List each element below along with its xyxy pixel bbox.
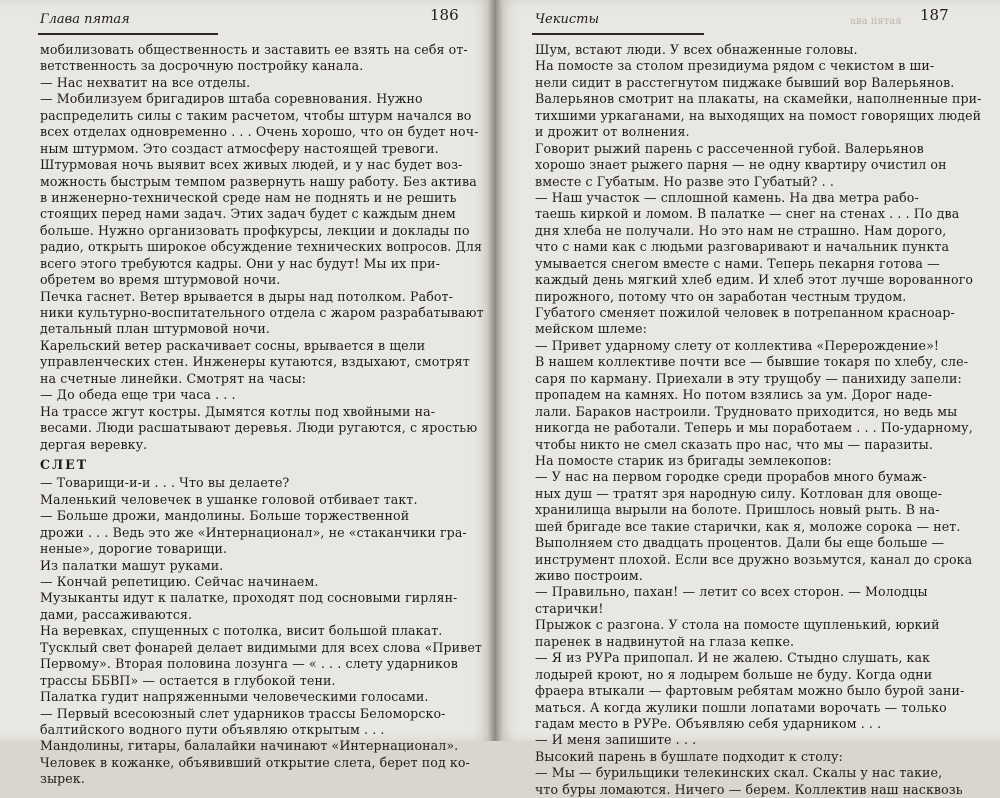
text-line: Говорит рыжий парень с рассеченной губой. Валерьянов bbox=[535, 140, 924, 156]
text-line: всех отделах одновременно . . . Очень хорошо, что он будет ноч- bbox=[40, 124, 479, 140]
text-line: на счетные линейки. Смотрят на часы: bbox=[40, 370, 307, 386]
text-line: никогда не работали. Теперь и мы поработаем . . . По-ударному, bbox=[535, 420, 973, 436]
text-line: На помосте за столом президиума рядом с чекистом в ши- bbox=[535, 58, 935, 74]
text-line: пирожного, потому что он заработан честным трудом. bbox=[535, 288, 907, 304]
book-gutter bbox=[488, 0, 502, 741]
text-line: ветственность за досрочную постройку канала. bbox=[40, 58, 364, 74]
right-page-number: 187 bbox=[920, 6, 949, 24]
text-line: — И меня запишите . . . bbox=[535, 732, 697, 748]
text-line: лодырей кроют, но я лодырем больше не буду. Когда одни bbox=[535, 666, 933, 682]
text-line: На помосте старик из бригады землекопов: bbox=[535, 452, 832, 468]
left-paragraph-lines bbox=[40, 42, 484, 453]
text-line: Высокий парень в бушлате подходит к столу: bbox=[535, 748, 843, 764]
text-line: — До обеда еще три часа . . . bbox=[40, 387, 236, 403]
text-line: балтийского водного пути объявляю открытым . . . bbox=[40, 721, 385, 737]
text-line: дами, рассаживаются. bbox=[40, 606, 193, 622]
text-line: вместе с Губатым. Но разве это Губатый? . . bbox=[535, 173, 834, 189]
text-line: и дрожит от волнения. bbox=[535, 124, 690, 140]
text-line: — Мы — бурильщики телекинских скал. Скалы у нас такие, bbox=[535, 765, 943, 781]
text-line: — Мобилизуем бригадиров штаба соревнования. Нужно bbox=[40, 91, 423, 107]
left-page bbox=[0, 0, 495, 787]
text-line: можность быстрым темпом развернуть нашу работу. Без актива bbox=[40, 173, 477, 189]
text-line: В нашем коллективе почти все — бывшие токаря по хлебу, сле- bbox=[535, 354, 969, 370]
text-line: Выполняем сто двадцать процентов. Дали бы еще больше — bbox=[535, 535, 945, 551]
text-line: неные», дорогие товарищи. bbox=[40, 541, 228, 557]
section-title: СЛЕТ bbox=[40, 456, 89, 472]
text-line: старички! bbox=[535, 600, 604, 616]
text-line: в инженерно-технической среде нам не поднять и не решить bbox=[40, 189, 457, 205]
text-line: Карельский ветер раскачивает сосны, врывается в щели bbox=[40, 337, 426, 353]
text-line: гадам место в РУРе. Объявляю себя ударником . . . bbox=[535, 715, 882, 731]
text-line: — У нас на первом городке среди прорабов много бумаж- bbox=[535, 469, 927, 485]
text-line: шей бригаде все такие старички, как я, моложе сорока — нет. bbox=[535, 518, 961, 534]
text-line: паренек в надвинутой на глаза кепке. bbox=[535, 633, 795, 649]
text-line: обретем во время штурмовой ночи. bbox=[40, 272, 281, 288]
text-line: нели сидит в расстегнутом пиджаке бывший вор Валерьянов. bbox=[535, 74, 955, 90]
text-line: Штурмовая ночь выявит всех живых людей, и у нас будет воз- bbox=[40, 157, 463, 173]
header-rule bbox=[532, 33, 704, 35]
text-line: лали. Бараков настроили. Трудновато приходится, но ведь мы bbox=[535, 403, 958, 419]
text-line: трассы ББВП» — остается в глубокой тени. bbox=[40, 672, 336, 688]
text-line: дрожи . . . Ведь это же «Интернационал», не «стаканчики гра- bbox=[40, 524, 467, 540]
text-line: Из палатки машут руками. bbox=[40, 557, 224, 573]
text-line: фраера втыкали — фартовым ребятам можно было бурой зани- bbox=[535, 683, 965, 699]
bleed-through-header: ава пятая bbox=[850, 16, 902, 27]
text-line: зырек. bbox=[40, 771, 85, 787]
text-line: — Кончай репетицию. Сейчас начинаем. bbox=[40, 574, 319, 590]
text-line: Музыканты идут к палатке, проходят под сосновыми гирлян- bbox=[40, 590, 458, 606]
left-page-header bbox=[0, 6, 495, 32]
text-line: хорошо знает рыжего парня — не одну квартиру очистил он bbox=[535, 157, 947, 173]
text-line: — Первый всесоюзный слет ударников трассы Беломорско- bbox=[40, 705, 446, 721]
text-line: Мандолины, гитары, балалайки начинают «Интернационал». bbox=[40, 738, 459, 754]
text-line: — Привет ударному слету от коллектива «Перерождение»! bbox=[535, 337, 940, 353]
text-line: мейском шлеме: bbox=[535, 321, 648, 337]
text-line: больше. Нужно организовать профкурсы, лекции и доклады по bbox=[40, 222, 470, 238]
text-line: стоящих перед нами задач. Этих задач будет с каждым днем bbox=[40, 206, 456, 222]
right-paragraph-lines bbox=[535, 42, 982, 798]
text-line: что с нами как с людьми разговаривают и начальник пункта bbox=[535, 239, 950, 255]
text-line: — Нас нехватит на все отделы. bbox=[40, 74, 251, 90]
right-page-body bbox=[535, 42, 982, 798]
text-line: На трассе жгут костры. Дымятся котлы под хвойными на- bbox=[40, 403, 436, 419]
text-line: — Я из РУРа припопал. И не жалею. Стыдно слушать, как bbox=[535, 650, 931, 666]
text-line: дергая веревку. bbox=[40, 436, 148, 452]
right-page-header bbox=[495, 6, 1000, 32]
text-line: саря по карману. Приехали в эту трущобу — панихиду запели: bbox=[535, 370, 962, 386]
text-line: живо построим. bbox=[535, 568, 643, 583]
left-page-body bbox=[40, 42, 484, 788]
text-line: ных душ — тратят зря народную силу. Котлован для овоще- bbox=[535, 485, 942, 501]
text-line: пропадем на камнях. Но потом взялись за ум. Дорог наде- bbox=[535, 387, 933, 403]
text-line: — Правильно, пахан! — летит со всех сторон. — Молодцы bbox=[535, 584, 928, 600]
text-line: На веревках, спущенных с потолка, висит большой плакат. bbox=[40, 623, 443, 639]
text-line: что буры ломаются. Ничего — берем. Коллектив наш насквозь bbox=[535, 781, 963, 797]
text-line: распределить силы с таким расчетом, чтобы штурм начался во bbox=[40, 107, 472, 123]
text-line: умывается снегом вместе с нами. Теперь пекарня готова — bbox=[535, 255, 940, 271]
text-line: Прыжок с разгона. У стола на помосте щупленький, юркий bbox=[535, 617, 940, 633]
text-line: Тусклый свет фонарей делает видимыми для всех слова «Привет bbox=[40, 639, 482, 655]
chapter-title: Глава пятая bbox=[40, 12, 130, 27]
text-line: — Товарищи-и-и . . . Что вы делаете? bbox=[40, 475, 290, 491]
text-line: Первому». Вторая половина лозунга — « . . . слету ударников bbox=[40, 656, 458, 672]
right-page bbox=[495, 0, 1000, 797]
text-line: Палатка гудит напряженными человеческими голосами. bbox=[40, 689, 429, 705]
text-line: Валерьянов смотрит на плакаты, на скамейки, наполненные при- bbox=[535, 91, 982, 107]
text-line: детальный план штурмовой ночи. bbox=[40, 321, 270, 337]
text-line: дня хлеба не получали. Но это нам не страшно. Нам дорого, bbox=[535, 222, 947, 238]
text-line: Шум, встают люди. У всех обнаженные головы. bbox=[535, 42, 858, 57]
text-line: ным штурмом. Это создаст атмосферу настоящей тревоги. bbox=[40, 140, 439, 156]
text-line: — Наш участок — сплошной камень. На два метра рабо- bbox=[535, 189, 919, 205]
text-line: инструмент плохой. Если все дружно возьмутся, канал до срока bbox=[535, 551, 973, 567]
text-line: всего этого требуются кадры. Они у нас будут! Мы их при- bbox=[40, 255, 440, 271]
text-line: радио, открыть широкое обсуждение технических вопросов. Для bbox=[40, 239, 482, 255]
text-line: управленческих стен. Инженеры кутаются, вздыхают, смотрят bbox=[40, 354, 470, 370]
text-line: ники культурно-воспитательного отдела с жаром разрабатывают bbox=[40, 305, 484, 320]
text-line: Губатого сменяет пожилой человек в потрепанном красноар- bbox=[535, 305, 955, 320]
text-line: Человек в кожанке, объявивший открытие слета, берет под ко- bbox=[40, 754, 470, 770]
text-line: хранилища вырыли на болоте. Пришлось новый рыть. В на- bbox=[535, 502, 940, 518]
header-rule bbox=[38, 33, 218, 35]
left-page-number: 186 bbox=[430, 6, 459, 24]
text-line: чтобы никто не смел сказать про нас, что мы — паразиты. bbox=[535, 436, 934, 452]
text-line: Маленький человечек в ушанке головой отбивает такт. bbox=[40, 491, 418, 507]
text-line: каждый день мягкий хлеб едим. И хлеб этот лучше ворованного bbox=[535, 272, 974, 288]
text-line: весами. Люди расшатывают деревья. Люди ругаются, с яростью bbox=[40, 420, 478, 436]
running-title: Чекисты bbox=[535, 12, 600, 27]
text-line: мобилизовать общественность и заставить ее взять на себя от- bbox=[40, 42, 468, 57]
text-line: Печка гаснет. Ветер врывается в дыры над потолком. Работ- bbox=[40, 288, 453, 304]
text-line: — Больше дрожи, мандолины. Больше торжественной bbox=[40, 508, 410, 524]
text-line: тихшими уркаганами, на выходящих на помост говорящих людей bbox=[535, 107, 982, 123]
text-line: таешь киркой и ломом. В палатке — снег на стенах . . . По два bbox=[535, 206, 960, 222]
text-line: маться. А когда жулики пошли лопатами ворочать — только bbox=[535, 699, 947, 715]
